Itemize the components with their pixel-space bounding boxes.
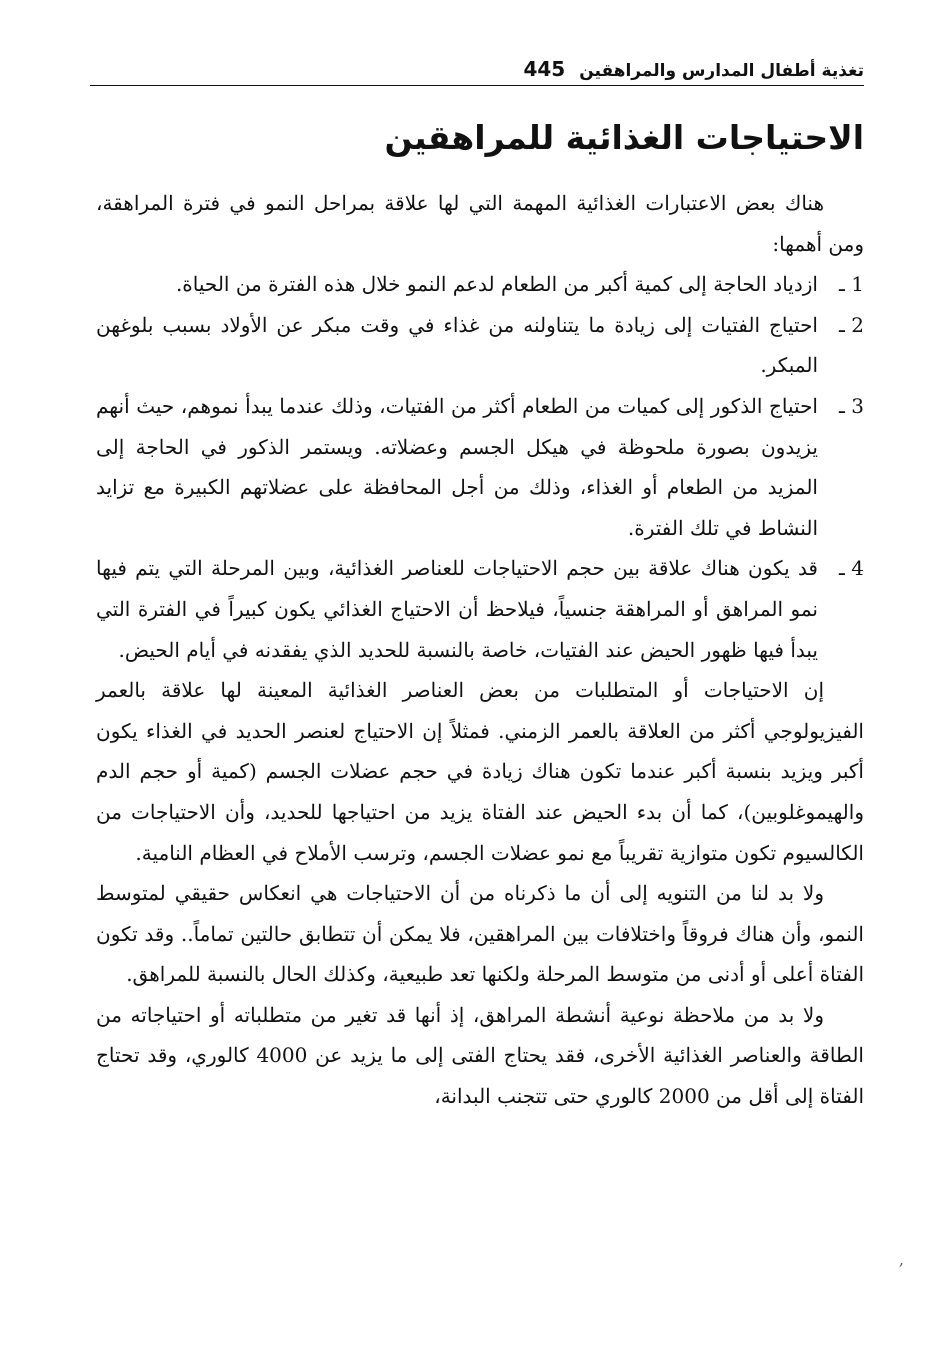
paragraph-physiological-age: إن الاحتياجات أو المتطلبات من بعض العناصر الغذائية المعينة لها علاقة بالعمر الفيزيولوجي أكثر من العلاقة بالعمر الزمني. فمثلاً إن الاحتياج لعنصر الحديد في الغذاء يكون أكبر ويزيد بنسبة أكبر عندما تكون هناك زيادة في حجم عضلات الجسم (كمية أو حجم الدم والهيموغلوبين)، كما أن بدء الحيض عند الفتاة يزيد من احتياجها للحديد، وأن الاحتياجات من الكالسيوم تكون متوازية تقريباً مع نمو عضلات الجسم، وترسب الأملاح في العظام النامية. bbox=[96, 678, 864, 865]
intro-paragraph: هناك بعض الاعتبارات الغذائية المهمة التي لها علاقة بمراحل النمو في فترة المراهقة، ومن أهمها: bbox=[96, 191, 864, 256]
list-item-text: قد يكون هناك علاقة بين حجم الاحتياجات للعناصر الغذائية، وبين المرحلة التي يتم فيها نمو المراهق أو المراهقة جنسياً، فيلاحظ أن الاحتياج الغذائي يكون كبيراً في الفترة التي يبدأ فيها ظهور الحيض عند الفتيات، خاصة بالنسبة للحديد الذي يفقدنه في أيام الحيض. bbox=[96, 556, 818, 662]
paragraph-activity-energy: ولا بد من ملاحظة نوعية أنشطة المراهق، إذ أنها قد تغير من متطلباته أو احتياجاته من الطاقة والعناصر الغذائية الأخرى، فقد يحتاج الفتى إلى ما يزيد عن 4000 كالوري، وقد تحتاج الفتاة إلى أقل من 2000 كالوري حتى تتجنب البدانة، bbox=[96, 1002, 864, 1109]
header-title: تغذية أطفال المدارس والمراهقين bbox=[579, 61, 864, 81]
list-marker: 4 ـ bbox=[839, 556, 864, 581]
paragraph-growth-variation: ولا بد لنا من التنويه إلى أن ما ذكرناه من أن الاحتياجات هي انعكاس حقيقي لمتوسط النمو، وأن هناك فروقاً واختلافات بين المراهقين، فلا يمكن أن تتطابق حالتين تماماً.. وقد تكون الفتاة أعلى أو أدنى من متوسط المرحلة ولكنها تعد طبيعية، وكذلك الحال بالنسبة للمراهق. bbox=[96, 881, 864, 987]
list-marker: 1 ـ bbox=[839, 272, 864, 297]
list-marker: 3 ـ bbox=[839, 393, 864, 418]
list-marker: 2 ـ bbox=[839, 312, 864, 337]
list-item-text: احتياج الفتيات إلى زيادة ما يتناولنه من غذاء في وقت مبكر عن الأولاد بسبب بلوغهن المبكر. bbox=[96, 312, 818, 378]
margin-mark: , bbox=[898, 1250, 904, 1269]
list-item-text: ازدياد الحاجة إلى كمية أكبر من الطعام لدعم النمو خلال هذه الفترة من الحياة. bbox=[175, 272, 818, 297]
section-title: الاحتياجات الغذائية للمراهقين bbox=[384, 118, 864, 157]
list-item-2 bbox=[96, 305, 864, 386]
list-item-3 bbox=[96, 386, 864, 548]
list-item-4 bbox=[96, 548, 864, 670]
list-item-1 bbox=[96, 264, 864, 305]
running-header bbox=[90, 50, 864, 86]
list-item-text: احتياج الذكور إلى كميات من الطعام أكثر من الفتيات، وذلك عندما يبدأ نموهم، حيث أنهم يزيدون بصورة ملحوظة في هيكل الجسم وعضلاته. ويستمر الذكور في الحاجة إلى المزيد من الطعام أو الغذاء، وذلك من أجل المحافظة على عضلاتهم الكبيرة مع تزايد النشاط في تلك الفترة. bbox=[96, 393, 819, 540]
page-number: 445 bbox=[523, 57, 566, 81]
body-text bbox=[96, 183, 864, 1117]
